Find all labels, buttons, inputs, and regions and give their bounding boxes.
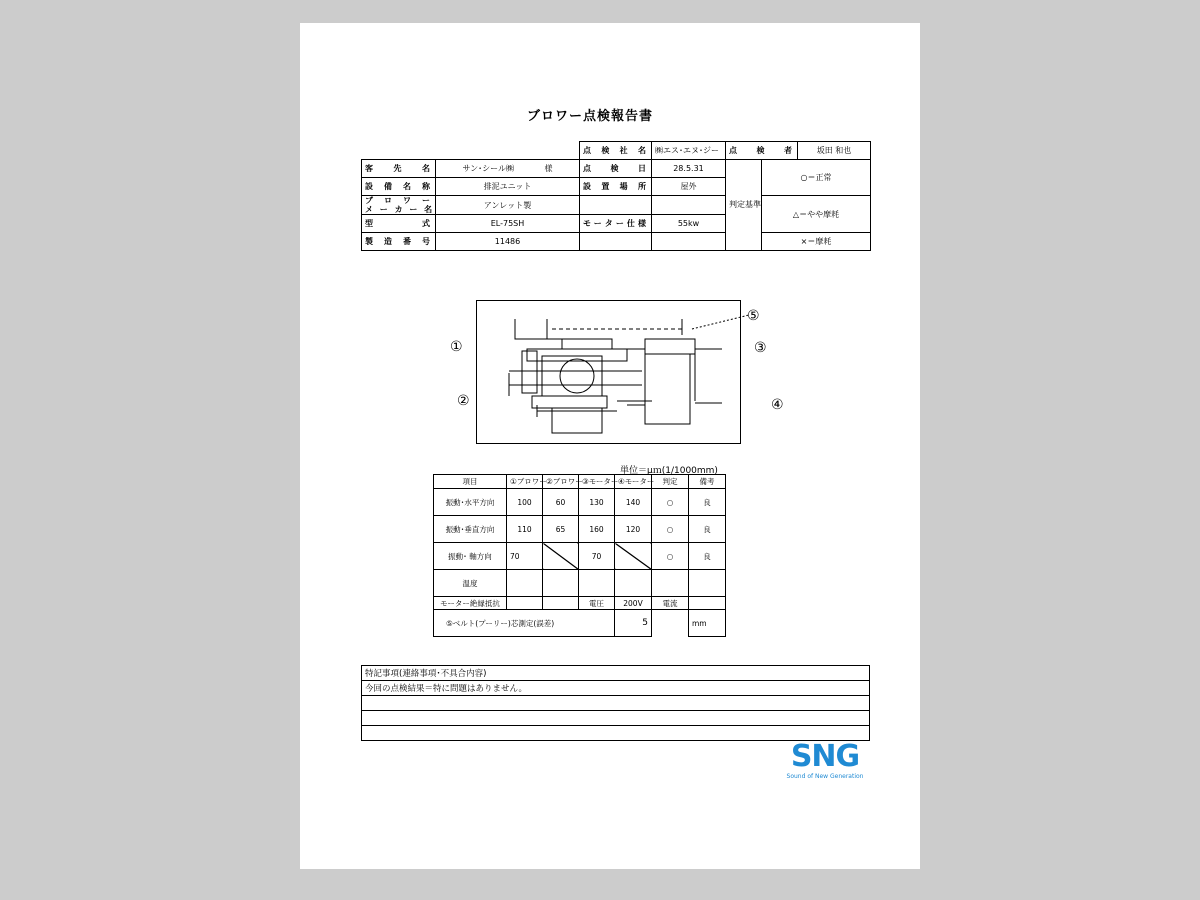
serial-label: 製 造 番 号 [362,233,436,251]
motor-label: モーター仕様 [580,215,652,233]
equipment-name: 排泥ユニット [436,178,580,196]
criteria-normal: ○＝正常 [762,160,871,196]
inspector-name: 坂田 和也 [798,142,871,160]
client-value [436,160,580,178]
remarks-table [361,665,870,741]
insulation-label: モーター絶縁抵抗 [434,597,507,610]
empty-cell [579,570,615,597]
row-value: 110 [507,516,543,543]
inspector-company-label: 点 検 社 名 [580,142,652,160]
maker-label-line1: ブ ロ ワ ー [365,196,432,205]
empty-cell [652,196,726,215]
criteria-slight-wear: △＝やや摩耗 [762,196,871,233]
location-label: 設 置 場 所 [580,178,652,196]
inspector-company: ㈱エス･エヌ･ジー [652,142,726,160]
empty-cell [689,570,726,597]
header-blower-2: ②ブロワー [543,475,579,489]
row-note: 良 [689,543,726,570]
row-item: 振動･ 軸方向 [434,543,507,570]
client-name: サン･シール㈱ [462,164,514,173]
voltage-value: 200V [615,597,652,610]
temperature-label: 温度 [434,570,507,597]
row-note: 良 [689,489,726,516]
empty-cell [580,233,652,251]
belt-unit: mm [689,610,726,637]
client-label: 客 先 名 [362,160,436,178]
row-value: 140 [615,489,652,516]
maker-name: アンレット製 [436,196,580,215]
empty-cell [615,570,652,597]
empty-cell [580,196,652,215]
row-value: 65 [543,516,579,543]
empty-cell [507,570,543,597]
diagram-label-2: ② [457,393,470,409]
model-value: EL-75SH [436,215,580,233]
diagram-label-1: ① [450,339,463,355]
row-judgement: ○ [652,489,689,516]
row-judgement: ○ [652,516,689,543]
empty-cell [507,597,543,610]
row-value: 120 [615,516,652,543]
install-location: 屋外 [652,178,726,196]
row-item: 振動･垂直方向 [434,516,507,543]
empty-cell [652,233,726,251]
diagram-label-4: ④ [771,397,784,413]
equipment-label: 設 備 名 称 [362,178,436,196]
company-logo [780,741,870,780]
report-page [300,23,920,869]
criteria-label: 判定基準 [726,160,762,251]
empty-cell [543,597,579,610]
empty-cell [652,610,689,637]
row-value-na [615,543,652,570]
row-value: 60 [543,489,579,516]
remarks-line: 今回の点検結果＝特に問題はありません。 [362,681,870,696]
belt-label: ⑤ベルト(プーリー)芯測定(誤差) [434,610,615,637]
serial-number: 11486 [436,233,580,251]
row-value: 130 [579,489,615,516]
remarks-line [362,696,870,711]
diagram-label-5: ⑤ [747,308,760,324]
maker-label [362,196,436,215]
empty-cell [543,570,579,597]
blower-diagram [476,300,741,444]
row-value: 70 [579,543,615,570]
empty-cell [652,570,689,597]
measurement-table [433,474,726,637]
row-value-na [543,543,579,570]
header-motor-4: ④モーター [615,475,652,489]
client-suffix: 様 [544,164,553,173]
model-label: 型 式 [362,215,436,233]
logo-text: SNG [790,739,860,774]
row-value: 100 [507,489,543,516]
inspector-label: 点 検 者 [726,142,798,160]
maker-label-line2: メ ー カ ー 名 [365,205,435,214]
logo-tagline: Sound of New Generation [786,773,864,780]
empty-cell [689,597,726,610]
current-label: 電流 [652,597,689,610]
row-judgement: ○ [652,543,689,570]
diagram-label-3: ③ [754,340,767,356]
voltage-label: 電圧 [579,597,615,610]
belt-value: 5 [615,610,652,637]
date-label: 点 検 日 [580,160,652,178]
row-item: 振動･水平方向 [434,489,507,516]
motor-spec: 55kw [652,215,726,233]
header-item: 項目 [434,475,507,489]
remarks-header: 特記事項(連絡事項･不具合内容) [362,666,870,681]
header-judgement: 判定 [652,475,689,489]
row-value: 70 [507,543,543,570]
remarks-line [362,711,870,726]
report-title: ブロワー点検報告書 [526,109,653,124]
unit-note: 単位＝μｍ(1/1000mm) [620,466,718,476]
inspection-date: 28.5.31 [652,160,726,178]
row-value: 160 [579,516,615,543]
info-table [361,141,871,251]
header-blower-1: ①ブロワー [507,475,543,489]
row-note: 良 [689,516,726,543]
header-motor-3: ③モーター [579,475,615,489]
header-notes: 備考 [689,475,726,489]
criteria-wear: ×＝摩耗 [762,233,871,251]
